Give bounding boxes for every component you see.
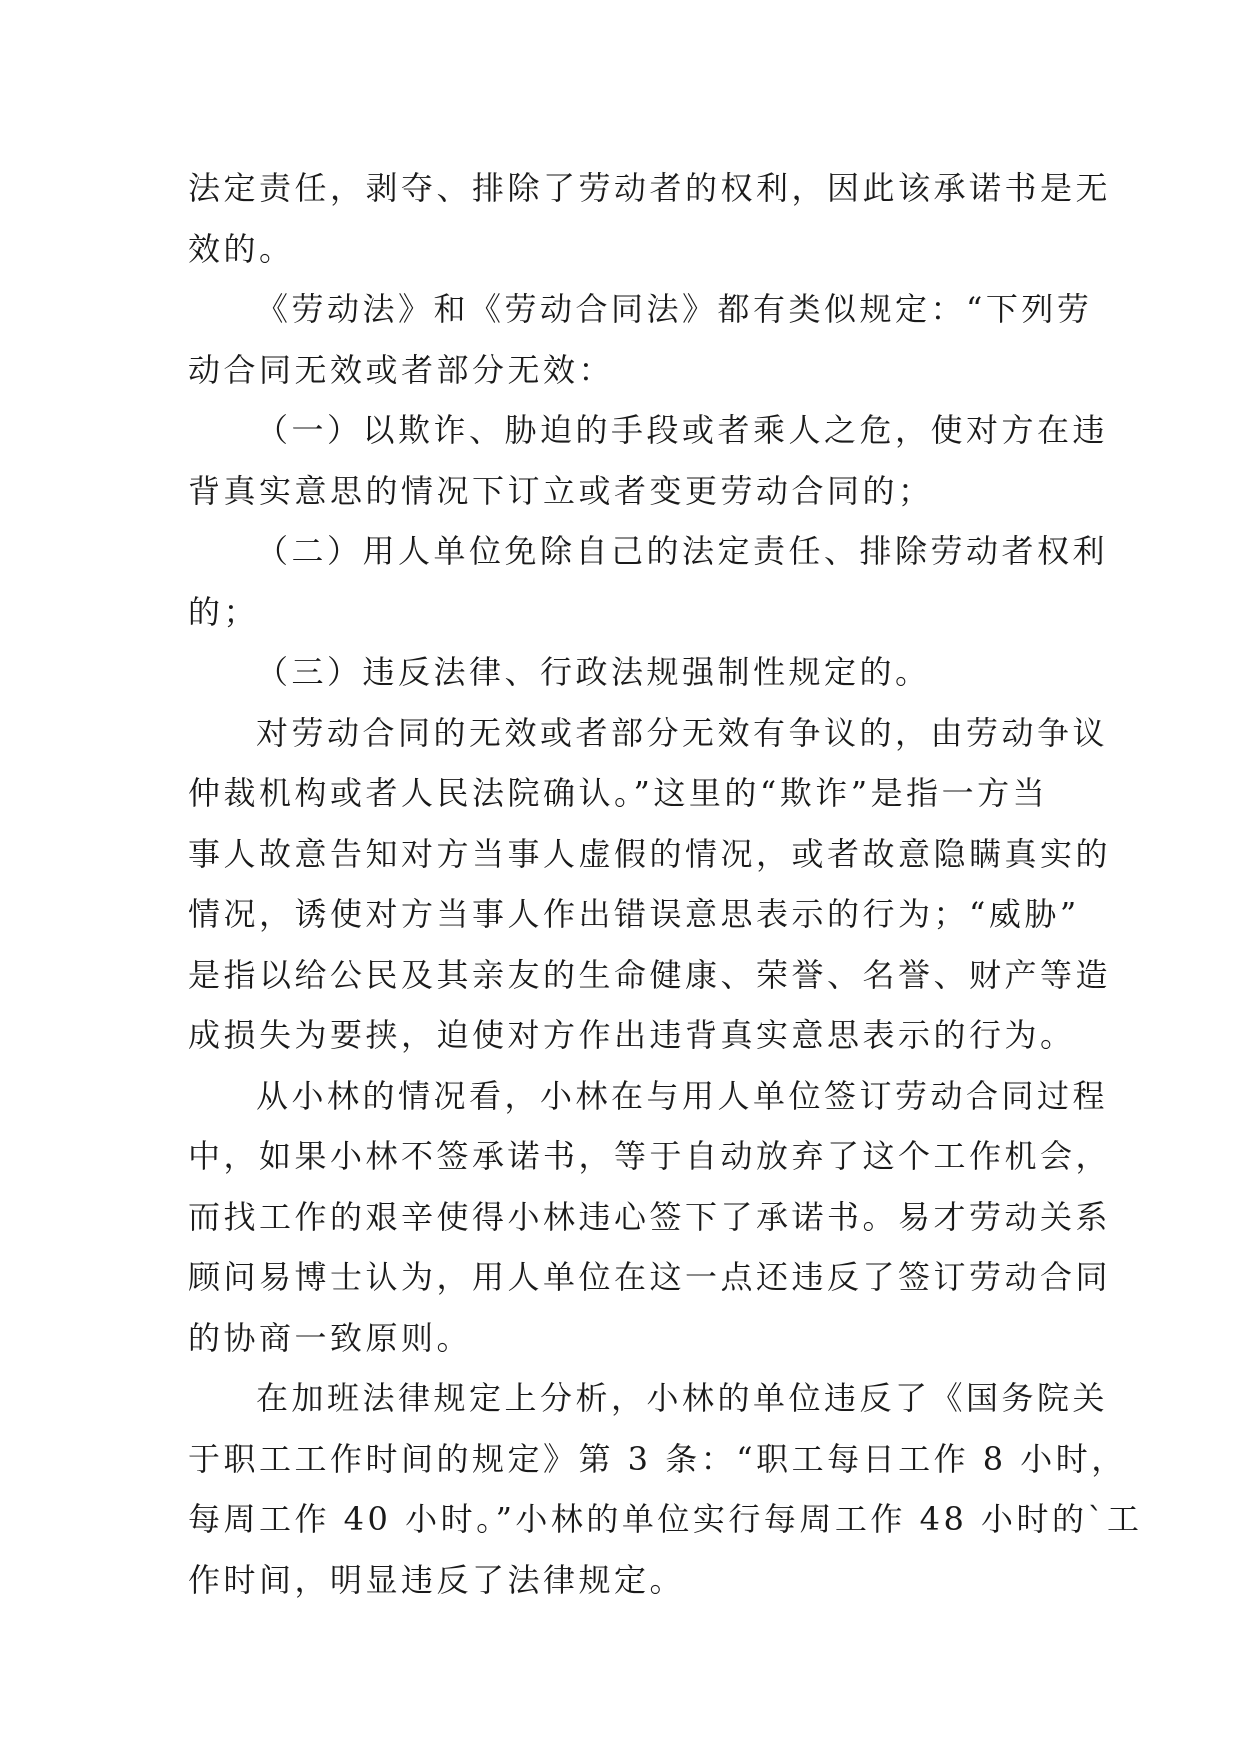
document-body	[188, 158, 1143, 1610]
text-line: 的协商一致原则。	[188, 1318, 473, 1357]
text-line: 仲裁机构或者人民法院确认。”这里的“欺诈”是指一方当	[188, 774, 1049, 812]
text-line: 《劳动法》和《劳动合同法》都有类似规定：“下列劳	[256, 290, 1093, 328]
text-line: 事人故意告知对方当事人虚假的情况，或者故意隐瞒真实的	[188, 834, 1112, 873]
text-line: 每周工作 40 小时。”小林的单位实行每周工作 48 小时的`工	[188, 1500, 1143, 1538]
text-line: 动合同无效或者部分无效：	[188, 350, 615, 389]
text-line: 而找工作的艰辛使得小林违心签下了承诺书。易才劳动关系	[188, 1197, 1112, 1236]
text-line: 中，如果小林不签承诺书，等于自动放弃了这个工作机会，	[188, 1137, 1112, 1175]
text-line: （三）违反法律、行政法规强制性规定的。	[256, 653, 931, 691]
text-line: 顾问易博士认为，用人单位在这一点还违反了签订劳动合同	[188, 1258, 1112, 1296]
text-line: 从小林的情况看，小林在与用人单位签订劳动合同过程	[256, 1076, 1109, 1115]
text-line: 于职工工作时间的规定》第 3 条：“职工每日工作 8 小时，	[188, 1439, 1127, 1478]
text-line: 在加班法律规定上分析，小林的单位违反了《国务院关	[256, 1379, 1109, 1417]
text-line: 效的。	[188, 229, 295, 268]
text-line: 作时间，明显违反了法律规定。	[188, 1560, 686, 1599]
text-line: 情况，诱使对方当事人作出错误意思表示的行为；“威胁”	[188, 895, 1080, 933]
text-line: 背真实意思的情况下订立或者变更劳动合同的；	[188, 471, 934, 510]
text-line: （一）以欺诈、胁迫的手段或者乘人之危，使对方在违	[256, 411, 1109, 449]
text-line: 是指以给公民及其亲友的生命健康、荣誉、名誉、财产等造	[188, 955, 1112, 994]
text-line: 对劳动合同的无效或者部分无效有争议的，由劳动争议	[256, 713, 1109, 752]
text-line: 的；	[188, 592, 260, 631]
text-line: 法定责任，剥夺、排除了劳动者的权利，因此该承诺书是无	[188, 169, 1112, 207]
text-line: （二）用人单位免除自己的法定责任、排除劳动者权利	[256, 532, 1109, 570]
text-line: 成损失为要挟，迫使对方作出违背真实意思表示的行为。	[188, 1016, 1076, 1054]
